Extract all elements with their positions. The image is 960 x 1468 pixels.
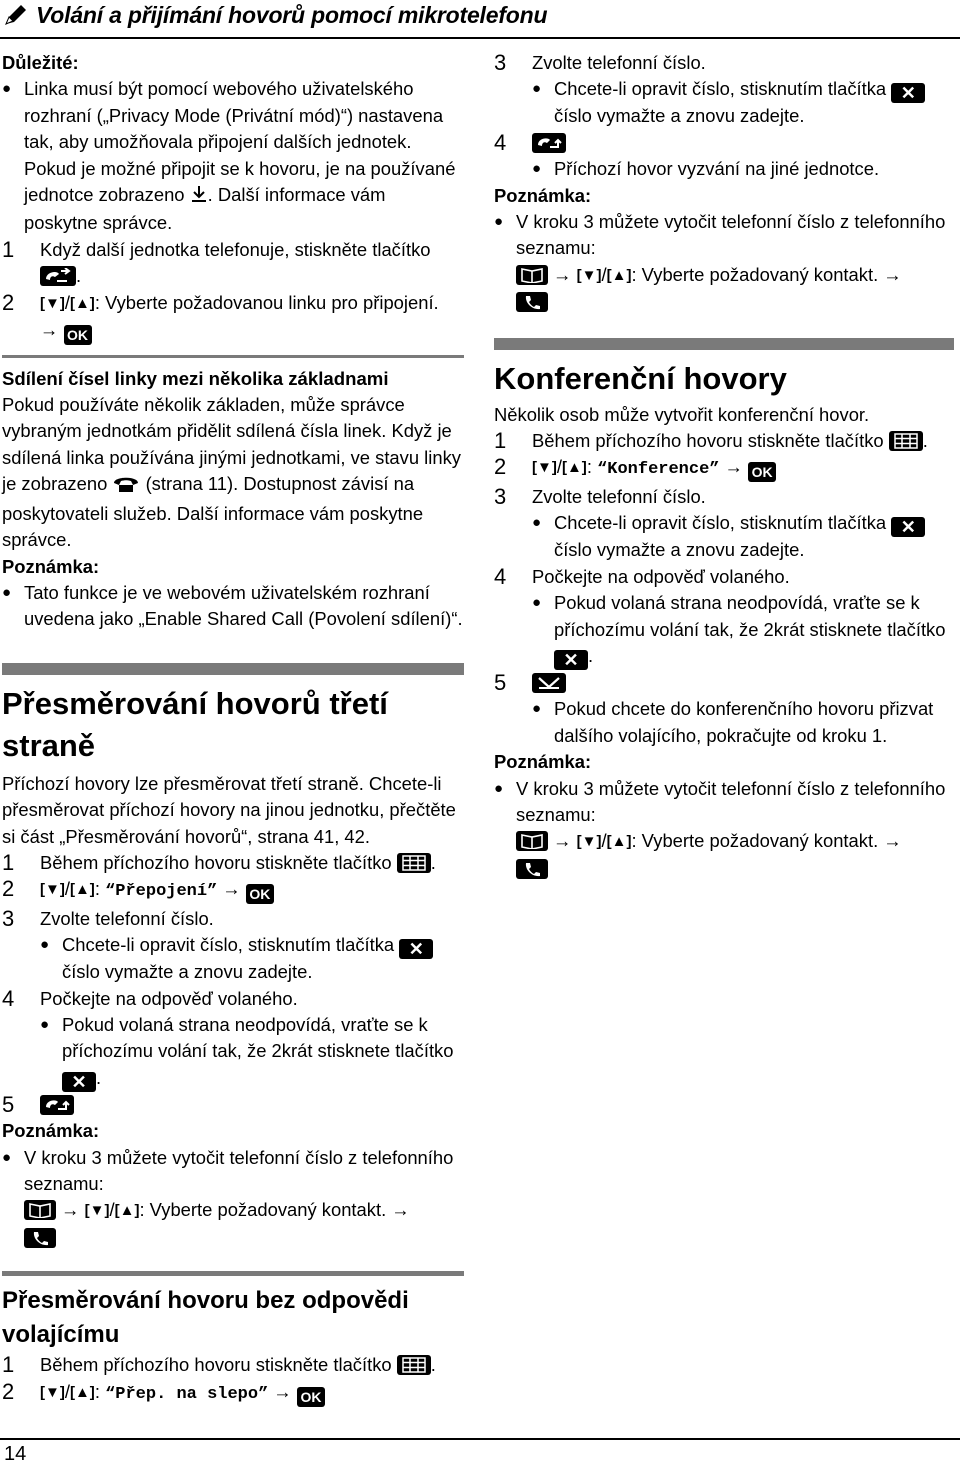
arrow-glyph: → [40, 319, 59, 341]
conference-intro: Několik osob může vytvořit konferenční hovor. [494, 403, 870, 425]
blind-transfer-option: “Přep. na slepo” [105, 1384, 269, 1404]
down-arrow-key-icon[interactable]: [▼] [40, 1383, 65, 1401]
conf-step-4: 4 Počkejte na odpověď volaného. [494, 563, 790, 589]
transfer-intro: Příchozí hovory lze přesměrovat třetí straně. Chcete-li přesměrovat příchozí hovory na jinou jednotku, přečtěte si část „Přesměrování hovorů“, strana 41, 42. [2, 772, 456, 847]
join-available-icon [190, 184, 208, 210]
conf-step-1: 1 Během příchozího hovoru stiskněte tlačítko . [494, 428, 928, 454]
up-arrow-key-icon[interactable]: [▲] [606, 266, 632, 284]
phonebook-key-icon[interactable] [516, 831, 548, 851]
clear-key-icon[interactable]: ✕ [62, 1072, 96, 1092]
conference-heading: Konferenční hovory [494, 360, 787, 396]
down-arrow-key-icon[interactable]: [▼] [576, 266, 602, 284]
talk-key-icon[interactable] [516, 859, 548, 879]
up-arrow-key-icon[interactable]: [▲] [606, 833, 632, 851]
left-column [2, 50, 464, 1408]
conf-note: ● V kroku 3 můžete vytočit telefonní číslo z telefonního seznamu: → [▼]/[▲]: Vyberte požadovaný kontakt. → [494, 776, 954, 883]
clear-key-icon[interactable]: ✕ [891, 517, 925, 537]
page-header [0, 0, 960, 36]
down-arrow-key-icon[interactable]: [▼] [532, 459, 557, 477]
phonebook-key-icon[interactable] [24, 1200, 56, 1220]
page-title: Volání a přijímání hovorů pomocí mikrotelefonu [4, 2, 547, 32]
transfer-step-2: 2 [▼]/[▲]: “Přepojení” → OK [2, 876, 464, 905]
important-label: Důležité: [2, 52, 79, 73]
transfer-step-1: 1 Během příchozího hovoru stiskněte tlačítko . [2, 849, 436, 875]
transfer-step-5: 5 [2, 1092, 464, 1118]
talk-key-icon[interactable] [516, 292, 548, 312]
transfer-key-icon[interactable] [532, 133, 566, 153]
shared-note: ● Tato funkce je ve webovém uživatelském rozhraní uvedena jako „Enable Shared Call (Povolení sdílení)“. [2, 580, 464, 633]
transfer-key-icon[interactable] [40, 1095, 74, 1115]
section-divider-thick [2, 663, 464, 675]
menu-key-icon[interactable] [889, 431, 923, 451]
transfer-step-3-bullet: ● Chcete-li opravit číslo, stisknutím tlačítka ✕ číslo vymažte a znovu zadejte. [40, 932, 464, 985]
note-label: Poznámka: [494, 184, 592, 206]
talk-key-icon[interactable] [24, 1228, 56, 1248]
join-step-1: 1 Když další jednotka telefonuje, stiskněte tlačítko . [2, 236, 431, 287]
note-label: Poznámka: [494, 751, 592, 773]
pencil-icon [4, 4, 30, 32]
conf-step-3: 3 Zvolte telefonní číslo. [494, 483, 706, 509]
transfer-note: ● V kroku 3 můžete vytočit telefonní číslo z telefonního seznamu: → [▼]/[▲]: Vyberte požadovaný kontakt. → [2, 1145, 464, 1252]
transfer-heading: Přesměrování hovorů třetí straně [2, 685, 388, 763]
note-label: Poznámka: [2, 555, 100, 577]
clear-key-icon[interactable]: ✕ [399, 939, 433, 959]
conf-step-5: 5 [494, 670, 954, 696]
section-divider-thick [494, 338, 954, 350]
page-number: 14 [4, 1443, 27, 1465]
noanswer-step-1: 1 Během příchozího hovoru stiskněte tlačítko . [2, 1352, 436, 1378]
noanswer-step-2: 2 [▼]/[▲]: “Přep. na slepo” → OK [2, 1379, 464, 1408]
note-label: Poznámka: [2, 1120, 100, 1142]
cont-step-4-bullet: ● Příchozí hovor vyzvání na jiné jednotce. [532, 156, 954, 182]
down-arrow-key-icon[interactable]: [▼] [84, 1202, 110, 1220]
up-arrow-key-icon[interactable]: [▲] [561, 459, 587, 477]
transfer-step-4: 4 Počkejte na odpověď volaného. [2, 985, 298, 1011]
noanswer-heading: Přesměrování hovoru bez odpovědi volajícímu [2, 1287, 409, 1349]
ok-key-icon[interactable]: OK [246, 884, 274, 904]
conference-menu-option: “Konference” [597, 460, 720, 480]
important-bullet: ● Linka musí být pomocí webového uživatelského rozhraní („Privacy Mode (Privátní mód)“) nastavena tak, aby umožňovala připojení dalších jednotek. Pokud je možné připojit se k hovoru, je na používané jednotce zobrazeno . Další informace vám poskytne správce. [2, 76, 464, 236]
up-arrow-key-icon[interactable]: [▲] [69, 294, 95, 312]
cont-step-3-bullet: ● Chcete-li opravit číslo, stisknutím tlačítka ✕ číslo vymažte a znovu zadejte. [532, 76, 954, 129]
transfer-step-3: 3 Zvolte telefonní číslo. [2, 905, 214, 931]
clear-key-icon[interactable]: ✕ [554, 650, 588, 670]
up-arrow-key-icon[interactable]: [▲] [69, 1383, 95, 1401]
section-divider [2, 355, 464, 358]
join-step-2: 2 [▼]/[▲]: Vyberte požadovanou linku pro připojení. → OK [2, 289, 439, 344]
cont-step-3: 3 Zvolte telefonní číslo. [494, 50, 706, 75]
cont-note: ● V kroku 3 můžete vytočit telefonní číslo z telefonního seznamu: → [▼]/[▲]: Vyberte požadovaný kontakt. → [494, 209, 954, 316]
section-divider [2, 1271, 464, 1276]
down-arrow-key-icon[interactable]: [▼] [40, 294, 65, 312]
join-icon[interactable] [40, 266, 76, 286]
header-rule [0, 37, 960, 39]
ok-key-icon[interactable]: OK [748, 462, 776, 482]
down-arrow-key-icon[interactable]: [▼] [576, 833, 602, 851]
menu-key-icon[interactable] [397, 853, 431, 873]
ok-key-icon[interactable]: OK [297, 1387, 325, 1407]
shared-paragraph: Pokud používáte několik základen, může správce vybraným jednotkám přidělit sdílená čísla linek. Když je sdílená linka používána jinými jednotkami, ve stavu linky je zobrazeno (strana 11). Dostupnost závisí na poskytovateli služeb. Další informace vám poskytne správce. [2, 394, 461, 551]
menu-key-icon[interactable] [397, 1355, 431, 1375]
conference-key-icon[interactable] [532, 673, 566, 693]
transfer-step-4-bullet: ● Pokud volaná strana neodpovídá, vraťte se k příchozímu volání tak, že 2krát stisknete tlačítko ✕ . [40, 1012, 464, 1092]
right-column [494, 50, 954, 882]
conf-step-5-bullet: ● Pokud chcete do konferenčního hovoru přizvat dalšího volajícího, pokračujte od kroku 1. [532, 696, 954, 749]
footer-rule [0, 1438, 960, 1440]
conf-step-2: 2 [▼]/[▲]: “Konference” → OK [494, 454, 954, 483]
conf-step-4-bullet: ● Pokud volaná strana neodpovídá, vraťte se k příchozímu volání tak, že 2krát stisknete tlačítko ✕ . [532, 590, 954, 670]
shared-heading: Sdílení čísel linky mezi několika základnami [2, 368, 389, 390]
clear-key-icon[interactable]: ✕ [891, 83, 925, 103]
shared-line-icon [112, 474, 140, 500]
conf-step-3-bullet: ● Chcete-li opravit číslo, stisknutím tlačítka ✕ číslo vymažte a znovu zadejte. [532, 510, 954, 563]
cont-step-4: 4 [494, 130, 954, 156]
ok-key-icon[interactable]: OK [64, 325, 92, 345]
phonebook-key-icon[interactable] [516, 265, 548, 285]
up-arrow-key-icon[interactable]: [▲] [69, 881, 95, 899]
down-arrow-key-icon[interactable]: [▼] [40, 881, 65, 899]
transfer-menu-option: “Přepojení” [105, 882, 218, 902]
up-arrow-key-icon[interactable]: [▲] [114, 1202, 140, 1220]
